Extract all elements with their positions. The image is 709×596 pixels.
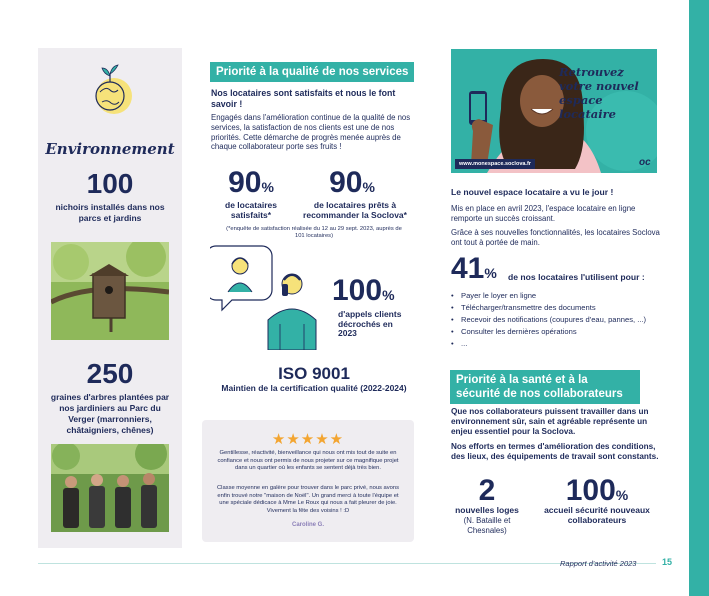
- recommend-percent: 90%: [329, 166, 375, 199]
- tenant-space-heading: Le nouvel espace locataire a vu le jour !: [451, 187, 614, 197]
- safety-intro: Que nos collaborateurs puissent travailler dans un environnement sûr, sain et agréable représente un enjeu essentiel pour la Soclova.: [451, 407, 649, 436]
- list-item: • ...: [451, 338, 671, 350]
- nest-box-label: nichoirs installés dans nos parcs et jardins: [55, 202, 165, 223]
- nest-box-photo: [51, 242, 169, 340]
- review-paragraph-2: Classe moyenne en galère pour trouver dans le parc privé, nous avons enfin trouvé notre "maison de Noël". Un grand merci à toute l'équipe et une spéciale dédicace à Mme Le Roux qui nous a fait pleurer de joie. Vivement la fête des voisins ! :D: [216, 485, 400, 514]
- quality-intro-heading: Nos locataires sont satisfaits et nous le font savoir !: [211, 88, 396, 109]
- usage-percent: 41%: [451, 252, 497, 285]
- new-lodges-label: nouvelles loges: [455, 505, 519, 515]
- iso-title: ISO 9001: [278, 364, 350, 383]
- report-title: Rapport d'activité 2023: [560, 559, 637, 568]
- safety-efforts: Nos efforts en termes d'amélioration des conditions, des lieux, des équipements de travail sont constants.: [451, 442, 659, 461]
- quality-intro-text: Engagés dans l'amélioration continue de la qualité de nos services, la satisfaction de nos clients est une de nos priorités. Cette démarche de progrès menée auprès de chaque collaborateur porte ses fruits !: [211, 113, 411, 152]
- globe-plant-icon: [90, 58, 134, 118]
- usage-list: [451, 290, 671, 350]
- tenant-space-promo: [451, 49, 657, 173]
- gardeners-photo: [51, 444, 169, 532]
- recommend-label: de locataires prêts à recommander la Soclova*: [303, 200, 407, 220]
- satisfaction-label: de locataires satisfaits*: [225, 200, 277, 220]
- rating-stars: ★★★★★: [271, 431, 345, 448]
- usage-label: de nos locataires l'utilisent pour :: [508, 272, 645, 282]
- review-author: Caroline G.: [291, 522, 324, 528]
- customer-review: [202, 420, 414, 542]
- page-edge-bar: [689, 0, 709, 596]
- tenant-space-text-1: Mis en place en avril 2023, l'espace locataire en ligne remporte un succès croissant.: [451, 204, 636, 223]
- safety-welcome-label: accueil sécurité nouveaux collaborateurs: [544, 505, 650, 525]
- soclova-logo: oc: [639, 157, 651, 168]
- promo-title: Retrouvez votre nouvel espace locataire: [559, 65, 639, 121]
- list-item: • Recevoir des notifications (coupures d'eau, pannes, ...): [451, 314, 671, 326]
- quality-banner: Priorité à la qualité de nos services: [210, 62, 414, 82]
- new-lodges-sublabel: (N. Bataille et Chesnales): [463, 516, 511, 535]
- environment-panel: [38, 48, 182, 548]
- new-lodges-count: 2: [478, 474, 496, 507]
- list-item: • Payer le loyer en ligne: [451, 290, 671, 302]
- review-paragraph-1: Gentillesse, réactivité, bienveillance qui nous ont mis tout de suite en confiance et nous ont permis de nous projeter sur ce magnifique projet dans un quartier où les enfants se sentent déjà très bien.: [217, 450, 399, 471]
- calls-label: d'appels clients décrochés en 2023: [338, 309, 402, 338]
- survey-footnote: (*enquête de satisfaction réalisée du 12 au 29 sept. 2023, auprès de 101 locataires): [226, 226, 402, 239]
- list-item: • Consulter les dernières opérations: [451, 326, 671, 338]
- safety-banner: Priorité à la santé et à la sécurité de nos collaborateurs: [450, 370, 640, 404]
- seed-count: 250: [86, 358, 134, 389]
- page-number: 15: [662, 557, 673, 567]
- satisfaction-percent: 90%: [228, 166, 274, 199]
- environment-title: Environnement: [45, 140, 175, 158]
- phone-call-illustration: [210, 240, 328, 350]
- seed-label: graines d'arbres plantées par nos jardiniers au Parc du Verger (marronniers, châtaigniers, chênes): [50, 392, 170, 435]
- list-item: • Télécharger/transmettre des documents: [451, 302, 671, 314]
- safety-welcome-percent: 100%: [565, 474, 629, 507]
- calls-percent: 100%: [332, 274, 395, 307]
- iso-subtitle: Maintien de la certification qualité (2022-2024): [221, 383, 407, 393]
- nest-box-count: 100: [86, 168, 134, 199]
- promo-url: www.monespace.soclova.fr: [455, 159, 535, 169]
- tenant-space-text-2: Grâce à ses nouvelles fonctionnalités, les locataires Soclova ont tout à portée de main.: [451, 228, 660, 247]
